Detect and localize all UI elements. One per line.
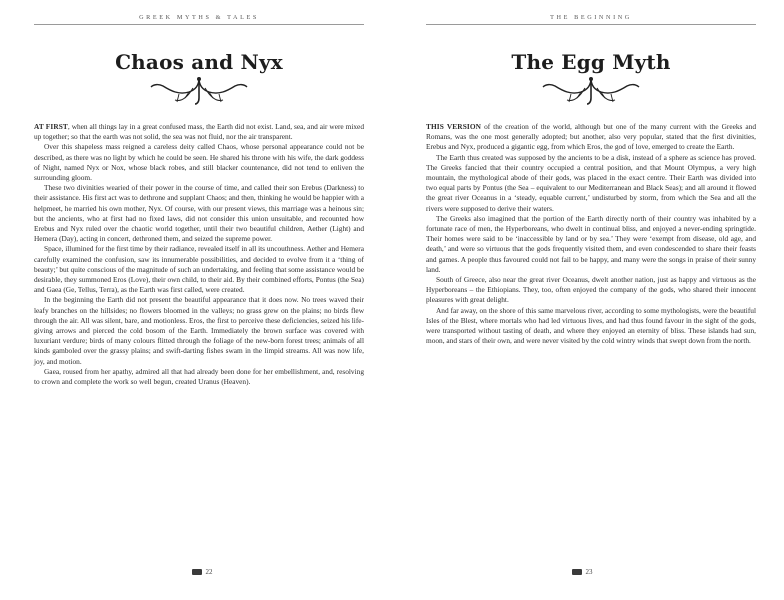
paragraph-text: of the creation of the world, although but one of the many current with the Greeks and Romans, was the one most generally adopted; but another, also very popular, stated that the first divinities, Erebus and Nyx, produced a gigantic egg, from which Eros, the god of love, emerged to create the Earth. (426, 122, 756, 152)
paragraph: These two divinities wearied of their power in the course of time, and called their son Erebus (Darkness) to their assistance. His first act was to dethrone and supplant Chaos; and then, thinking he would be happier with a helpmeet, he married his own mother, Nyx. Of course, with our present views, this marriage was a heinous sin; but the ancients, who at first had no fixed laws, did not consider this union unsuitable, and recounted how Erebus and Nyx ruled over the chaotic world together, until their two beautiful children, Aether (Light) and Hemera (Day), acting in concert, dethroned them, and seized the supreme power. (34, 183, 364, 244)
paragraph: In the beginning the Earth did not present the beautiful appearance that it does now. No trees waved their leafy branches on the hillsides; no flowers bloomed in the valleys; no grass grew on the plains; no birds flew through the air. All was silent, bare, and motionless. Eros, the first to perceive these deficiencies, seized his life-giving arrows and pierced the cold bosom of the Earth. Immediately the brown surface was covered with luxuriant verdure; birds of many colours flitted through the foliage of the new-born forest trees; animals of all kinds gamboled over the grassy plains; and swift-darting fishes swam in the limpid streams. All was now life, joy, and motion. (34, 295, 364, 366)
lead-in: THIS VERSION (426, 122, 482, 131)
vine-flourish-ornament-icon (149, 76, 249, 106)
paragraph: Over this shapeless mass reigned a careless deity called Chaos, whose personal appearance could not be described, as there was no light by which he could be seen. He shared his throne with his wife, the dark goddess of Night, named Nyx or Nox, whose black robes, and still blacker countenance, did not tend to enliven the surrounding gloom. (34, 142, 364, 183)
page-number-text: 22 (205, 568, 213, 576)
page-number (160, 568, 240, 576)
lead-in: AT FIRST (34, 122, 68, 131)
page-number-text: 23 (585, 568, 593, 576)
running-head: THE BEGINNING (550, 14, 632, 21)
chapter-title: Chaos and Nyx (115, 50, 283, 74)
body-text (34, 122, 364, 387)
paragraph (34, 122, 364, 142)
folio-ornament-icon (192, 569, 202, 575)
running-head: GREEK MYTHS & TALES (139, 14, 259, 21)
header-rule (426, 24, 756, 25)
paragraph: Space, illumined for the first time by their radiance, revealed itself in all its uncouthness. Aether and Hemera carefully examined the confusion, saw its innumerable possibilities, and decided to evolve from it a ‘thing of beauty;’ but quite conscious of the magnitude of such an undertaking, and feeling that some assistance would be desirable, they summoned Eros (Love), their own child, to their aid. By their combined efforts, Pontus (the Sea) and Gaea (Ge, Tellus, Terra), as the Earth was first called, were created. (34, 244, 364, 295)
paragraph (426, 122, 756, 153)
paragraph-text: , when all things lay in a great confused mass, the Earth did not exist. Land, sea, and air were mixed up together; so that the earth was not solid, the sea was not fluid, nor the air transparent. (34, 122, 364, 142)
right-page (392, 0, 784, 600)
paragraph: The Earth thus created was supposed by the ancients to be a disk, instead of a sphere as science has proved. The Greeks fancied that their country occupied a central position, and that Mount Olympus, a very high mountain, the mythological abode of their gods, was placed in the exact centre. Their Earth was divided into two equal parts by Pontus (the Sea – equivalent to our Mediterranean and Black Seas); and all around it flowed the great river Oceanus in a ‘steady, equable current,’ undisturbed by storm, from which the Sea and all the rivers were supposed to derive their waters. (426, 152, 756, 213)
paragraph: South of Greece, also near the great river Oceanus, dwelt another nation, just as happy and virtuous as the Hyperboreans – the Ethiopians. They, too, often enjoyed the company of the gods, who shared their innocent pleasures with great delight. (426, 275, 756, 305)
vine-flourish-ornament-icon (541, 76, 641, 106)
chapter-title: The Egg Myth (511, 50, 671, 74)
body-text (426, 122, 756, 346)
paragraph: Gaea, roused from her apathy, admired all that had already been done for her embellishment, and, resolving to crown and complete the work so well begun, created Uranus (Heaven). (34, 366, 364, 387)
paragraph: The Greeks also imagined that the portion of the Earth directly north of their country was inhabited by a fortunate race of men, the Hyperboreans, who dwelt in continual bliss, and enjoyed a never-ending springtide. Their homes were said to be ‘inaccessible by land or by sea.’ They were ‘exempt from disease, old age, and death,’ and were so virtuous that the gods frequently visited them, and even condescended to share their feasts and games. A people thus favoured could not fail to be happy, and many were the songs in praise of their sunny land. (426, 213, 756, 274)
folio-ornament-icon (572, 569, 582, 575)
paragraph: And far away, on the shore of this same marvelous river, according to some mythologists, were the beautiful Isles of the Blest, where mortals who had led virtuous lives, and had thus found favour in the sight of the gods, were transported without tasting of death, and where they enjoyed an eternity of bliss. These islands had sun, moon, and stars of their own, and were never visited by the cold wintry winds that swept down from the north. (426, 305, 756, 346)
page-number (540, 568, 620, 576)
header-rule (34, 24, 364, 25)
